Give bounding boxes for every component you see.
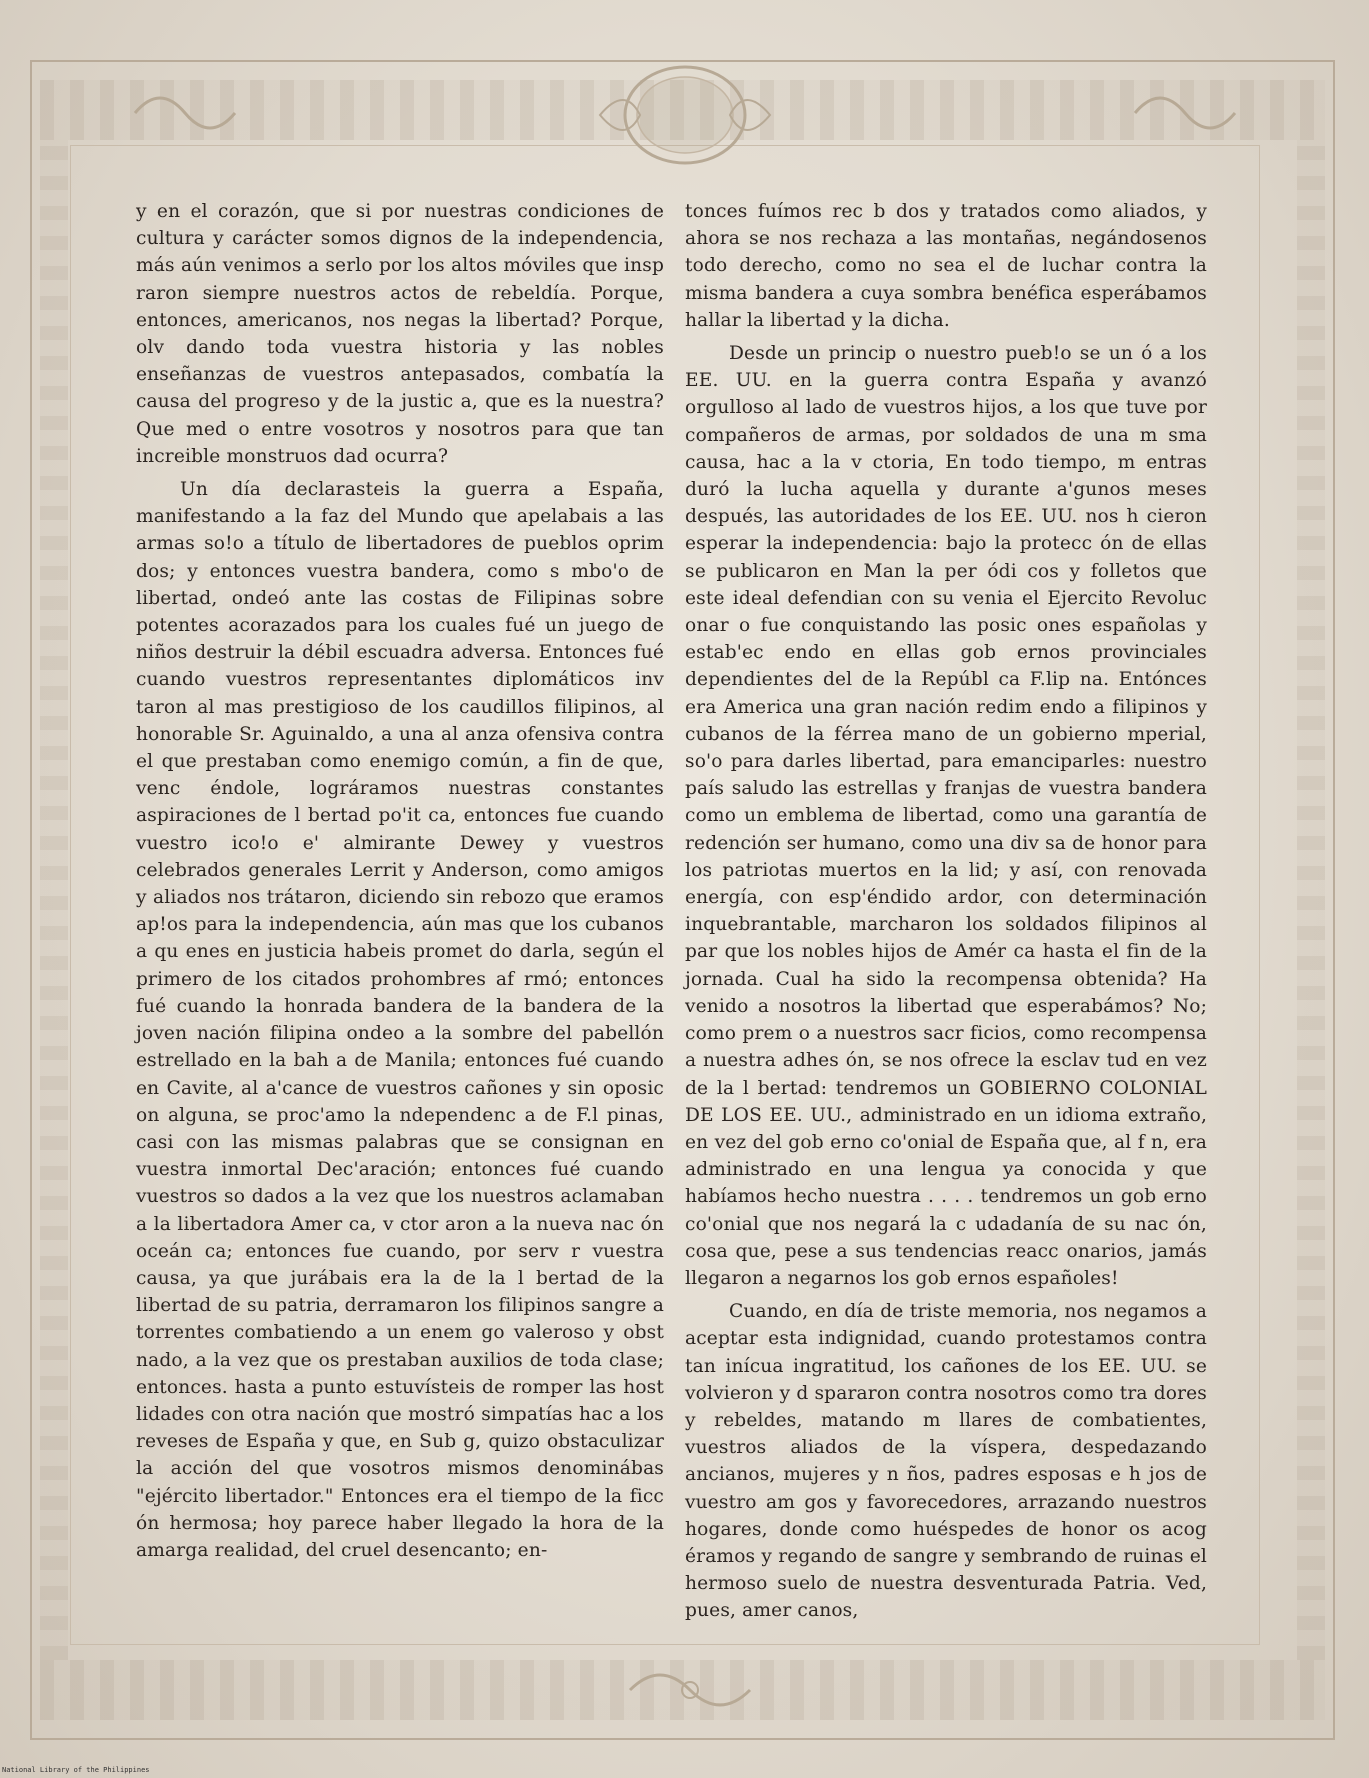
paragraph: y en el corazón, que si por nuestras condiciones de cultura y carácter somos dignos de la independencia, más aún venimos a serlo por los altos móviles que insp raron siempre nuestros actos de rebeldía. Porque, entonces, americanos, nos negas la libertad? Porque, olv dando toda vuestra historia y las nobles enseñanzas de vuestros antepasados, combatía la causa del progreso y de la justic a, que es la nuestra? Que med o entre vosotros y nosotros para que tan increible monstruos dad ocurra? <box>136 201 664 467</box>
medallion-ornament-icon <box>580 60 790 170</box>
corner-ornament-icon <box>1130 78 1240 148</box>
bottom-ornament-icon <box>620 1655 760 1725</box>
text-column-left <box>136 198 664 1564</box>
paragraph: tonces fuímos rec b dos y tratados como aliados, y ahora se nos rechaza a las montañas, negándosenos todo derecho, como no sea el de luchar contra la misma bandera a cuya sombra benéfica esperábamos hallar la libertad y la dicha. <box>685 201 1207 331</box>
text-column-right <box>685 198 1207 1625</box>
corner-ornament-icon <box>130 78 240 148</box>
paragraph: Cuando, en día de triste memoria, nos negamos a aceptar esta indignidad, cuando protestamos contra tan inícua ingratitud, los cañones de los EE. UU. se volvieron y d spararon contra nosotros como tra dores y rebeldes, matando m llares de combatientes, vuestros aliados de la víspera, despedazando ancianos, mujeres y n ños, padres esposas e h jos de vuestro am gos y favorecedores, arrazando nuestros hogares, donde como huéspedes de honor os acog éramos y regando de sangre y sembrando de ruinas el hermoso suelo de nuestra desventurada Patria. Ved, pues, amer canos, <box>685 1301 1207 1622</box>
paragraph: Un día declarasteis la guerra a España, manifestando a la faz del Mundo que apelabais a las armas so!o a título de libertadores de pueblos oprim dos; y entonces vuestra bandera, como s mbo'o de libertad, ondeó ante las costas de Filipinas sobre potentes acorazados para los cuales fué un juego de niños destruir la débil escuadra adversa. Entonces fué cuando vuestros representantes diplomáticos inv taron al mas prestigioso de los caudillos filipinos, al honorable Sr. Aguinaldo, a una al anza ofensiva contra el que prestaban como enemigo común, a fin de que, venc éndole, lográramos nuestras constantes aspiraciones de l bertad po'it ca, entonces fue cuando vuestro ico!o e' almirante Dewey y vuestros celebrados generales Lerrit y Anderson, como amigos y aliados nos trátaron, diciendo sin rebozo que eramos ap!os para la independencia, aún mas que los cubanos a qu enes en justicia habeis promet do darla, según el primero de los citados prohombres af rmó; entonces fué cuando la honrada bandera de la bandera de la joven nación filipina ondeo a la sombre del pabellón estrellado en la bah a de Manila; entonces fué cuando en Cavite, al a'cance de vuestros cañones y sin oposic on alguna, se proc'amo la ndependenc a de F.l pinas, casi con las mismas palabras que se consignan en vuestra inmortal Dec'aración; entonces fué cuando vuestros so dados a la vez que los nuestros aclamaban a la libertadora Amer ca, v ctor aron a la nueva nac ón oceán ca; entonces fue cuando, por serv r vuestra causa, ya que jurábais era la de la l bertad de la libertad de su patria, derramaron los filipinos sangre a torrentes combatiendo a un enem go valeroso y obst nado, a la vez que os prestaban auxilios de toda clase; entonces. hasta a punto estuvísteis de romper las host lidades con otra nación que mostró simpatías hac a los reveses de España y que, en Sub g, quizo obstaculizar la acción del que vosotros mismos denominábas "ejército libertador." Entonces era el tiempo de la ficc ón hermosa; hoy parece haber llegado la hora de la amarga realidad, del cruel desencanto; en- <box>136 479 664 1561</box>
paragraph: Desde un princip o nuestro pueb!o se un ó a los EE. UU. en la guerra contra España y avanzó orgulloso al lado de vuestros hijos, a los que tuve por compañeros de armas, por soldados de una m sma causa, hac a la v ctoria, En todo tiempo, m entras duró la lucha aquella y durante a'gunos meses después, las autoridades de los EE. UU. nos h cieron esperar la independencia: bajo la protecc ón de ellas se publicaron en Man la per ódi cos y folletos que este ideal defendian con su venia el Ejercito Revoluc onar o fue conquistando las posic ones españolas y estab'ec endo en ellas gob ernos provinciales dependientes del de la Repúbl ca F.lip na. Entónces era America una gran nación redim endo a filipinos y cubanos de la férrea mano de un gobierno mperial, so'o para darles libertad, para emanciparles: nuestro país saludo las estrellas y franjas de vuestra bandera como un emblema de libertad, como una garantía de redención ser humano, como una div sa de honor para los patriotas muertos en la lid; y así, con renovada energía, con esp'éndido ardor, con determinación inquebrantable, marcharon los soldados filipinos al par que los nobles hijos de Amér ca hasta el fin de la jornada. Cual ha sido la recompensa obtenida? Ha venido a nosotros la libertad que esperabámos? No; como prem o a nuestros sacr ficios, como recompensa a nuestra adhes ón, se nos ofrece la esclav tud en vez de la l bertad: tendremos un GOBIERNO COLONIAL DE LOS EE. UU., administrado en un idioma extraño, en vez del gob erno co'onial de España que, al f n, era administrado en una lengua ya conocida y que habíamos hecho nuestra . . . . tendremos un gob erno co'onial que nos negará la c udadanía de su nac ón, cosa que, pese a sus tendencias reacc onarios, jamás llegaron a negarnos los gob ernos españoles! <box>685 343 1207 1289</box>
library-credit: National Library of the Philippines <box>2 1766 150 1774</box>
